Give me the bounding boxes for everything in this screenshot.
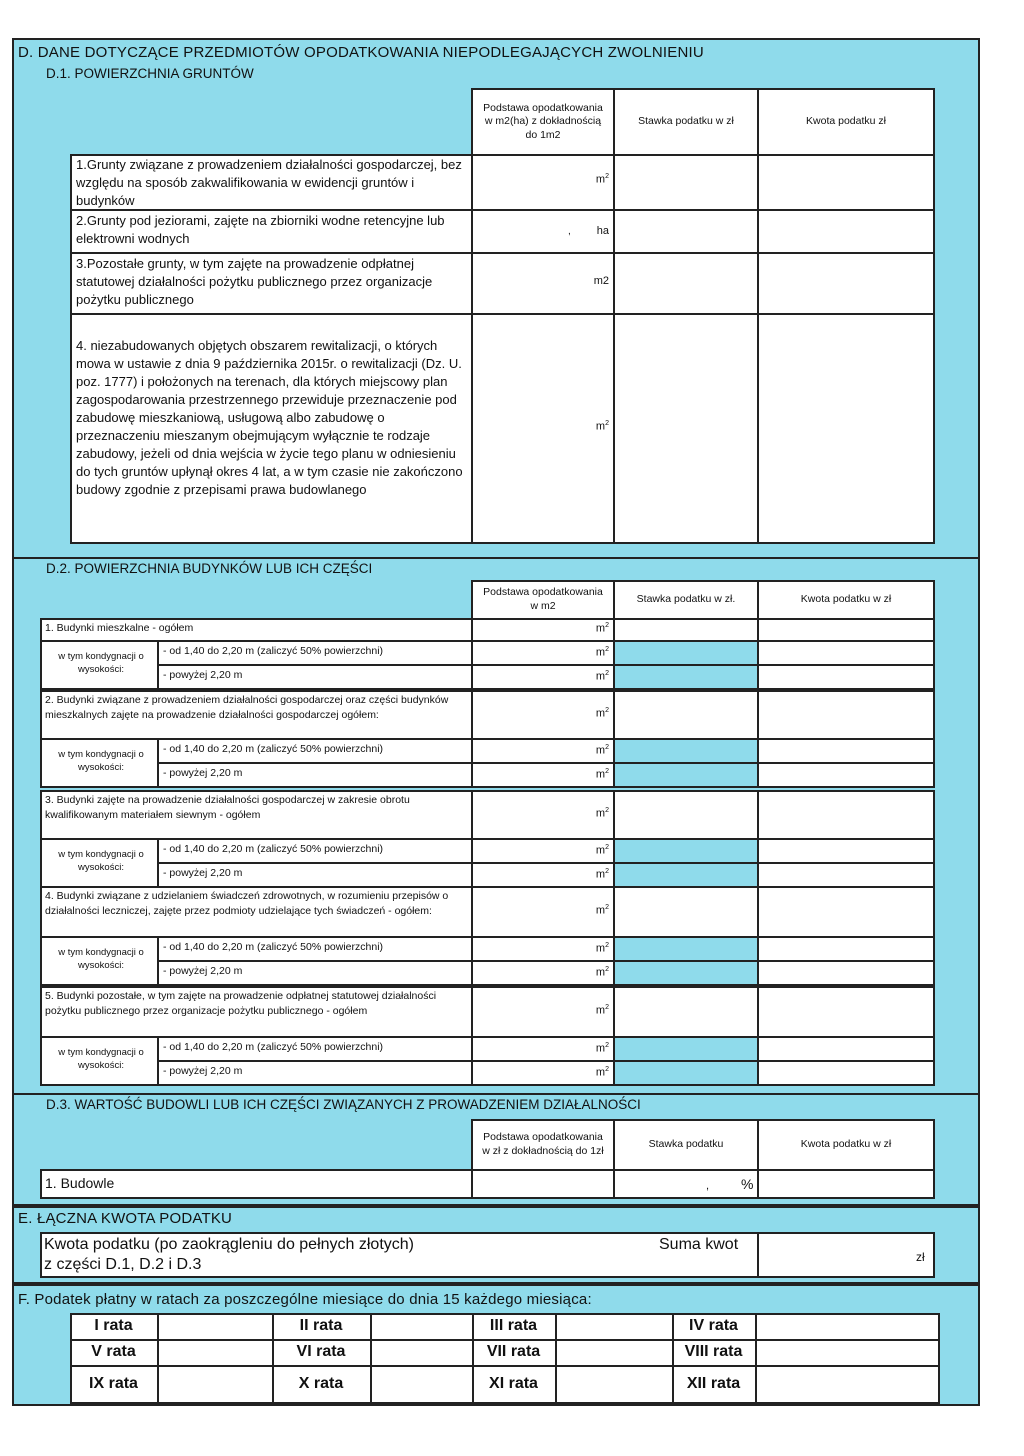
unit-sup: 2 [605,966,609,973]
unit-text: m [595,420,606,433]
d2-low-base-input[interactable] [473,1038,583,1060]
d1-header-base: Podstawa opodatkowania w m2(ha) z dokładnością do 1m2 [471,88,615,156]
divider [157,1036,159,1084]
d1-row-2-base-input[interactable] [473,211,563,251]
d2-rate-shaded [615,1062,757,1084]
unit-text: m [595,1066,606,1079]
d1-row-2-amount-input[interactable] [759,211,933,251]
installment-label: I rata [94,1317,133,1334]
d1-row-4-base-input[interactable] [473,315,583,542]
installment-label: IX rata [89,1375,138,1392]
d2-main-amount-input[interactable] [759,620,933,640]
d2-low-amount-input[interactable] [759,840,933,862]
d3-row-label: 1. Budowle [45,1175,115,1191]
d2-main-amount-input[interactable] [759,888,933,936]
d2-rate-shaded [615,740,757,762]
section-e-label-1: Kwota podatku (po zaokrągleniu do pełnych złotych) [44,1236,414,1253]
d2-main-base-input[interactable] [473,888,583,936]
installment-label: VII rata [486,1343,541,1360]
section-e-label-2: z części D.1, D.2 i D.3 [44,1256,202,1273]
d2-high-amount-input[interactable] [759,764,933,786]
d2-low-amount-input[interactable] [759,938,933,960]
unit-text: m [595,744,606,757]
d2-floor-label: w tym kondygnacji o wysokości: [58,749,144,773]
unit-sup: 2 [605,1066,609,1073]
d2-sub-low-label: - od 1,40 do 2,20 m (zaliczyć 50% powierzchni) [163,645,384,657]
d2-group-label: 5. Budynki pozostałe, w tym zajęte na prowadzenie odpłatnej statutowej działalności pożytku publicznego przez organizacje pożytku publicznego - ogółem [45,990,437,1017]
installment-input[interactable] [557,1367,670,1401]
d2-main-base-input[interactable] [473,620,583,640]
d2-floor-label: w tym kondygnacji o wysokości: [58,947,144,971]
unit-text: m [595,622,606,635]
unit-sup: 2 [605,622,609,629]
divider [157,838,159,886]
unit-sup: 2 [605,173,609,180]
installment-label: VI rata [296,1343,346,1360]
d2-rate-shaded [615,666,757,688]
d2-rate-shaded [615,764,757,786]
unit-sup: 2 [605,942,609,949]
section-d-title: D. DANE DOTYCZĄCE PRZEDMIOTÓW OPODATKOWANIA NIEPODLEGAJĄCYCH ZWOLNIENIU [18,44,704,61]
divider [157,936,159,984]
unit-text: m [595,844,606,857]
d2-low-amount-input[interactable] [759,1038,933,1060]
d2-rate-shaded [615,938,757,960]
d2-main-rate-input[interactable] [615,620,757,640]
unit-text: m [595,768,606,781]
d2-sub-high-label: - powyżej 2,20 m [163,767,243,779]
d2-low-base-input[interactable] [473,642,583,664]
unit-sup: 2 [605,844,609,851]
installment-label: V rata [91,1343,136,1360]
unit-sup: 2 [605,807,609,814]
d2-sub-low-label: - od 1,40 do 2,20 m (zaliczyć 50% powierzchni) [163,843,384,855]
d1-row-1-base-input[interactable] [473,156,583,208]
unit-text: m2 [593,275,609,287]
d2-main-amount-input[interactable] [759,792,933,838]
d1-row-2-rate-input[interactable] [615,211,757,251]
d3-rate-mark: , [706,1180,710,1192]
unit-sup: 2 [605,744,609,751]
d2-floor-label: w tym kondygnacji o wysokości: [58,849,144,873]
installment-label: II rata [299,1317,343,1334]
d2-high-amount-input[interactable] [759,1062,933,1084]
d2-sub-low-label: - od 1,40 do 2,20 m (zaliczyć 50% powierzchni) [163,1041,384,1053]
d2-high-amount-input[interactable] [759,962,933,984]
d1-row-3-amount-input[interactable] [759,254,933,312]
d2-main-base-input[interactable] [473,988,583,1036]
unit-text: m [595,707,606,720]
section-d1-title: D.1. POWIERZCHNIA GRUNTÓW [46,66,254,81]
d2-group-label: 1. Budynki mieszkalne - ogółem [45,622,194,634]
d2-low-amount-input[interactable] [759,740,933,762]
d2-sub-low-label: - od 1,40 do 2,20 m (zaliczyć 50% powierzchni) [163,743,384,755]
d2-group-label: 3. Budynki zajęte na prowadzenie działalności gospodarczej w zakresie obrotu kwalifikowanym materiałem siewnym - ogółem [45,794,410,821]
installment-label: IV rata [689,1317,738,1334]
section-e-title: E. ŁĄCZNA KWOTA PODATKU [18,1210,233,1227]
unit-text: m [595,1042,606,1055]
d2-high-base-input[interactable] [473,666,583,688]
d2-main-amount-input[interactable] [759,692,933,738]
d2-sub-high-label: - powyżej 2,20 m [163,867,243,879]
section-e-sum-label: Suma kwot [659,1236,739,1253]
d2-rate-shaded [615,962,757,984]
divider [755,1313,757,1404]
d2-header-base: Podstawa opodatkowania w m2 [471,580,615,620]
d2-high-amount-input[interactable] [759,666,933,688]
d2-main-base-input[interactable] [473,792,583,838]
unit-sup: 2 [605,1042,609,1049]
d2-high-base-input[interactable] [473,1062,583,1084]
d2-high-amount-input[interactable] [759,864,933,886]
d2-sub-high-label: - powyżej 2,20 m [163,1065,243,1077]
unit-text: m [595,646,606,659]
d1-row-3-label: 3.Pozostałe grunty, w tym zajęte na prowadzenie odpłatnej statutowej działalności pożytku publicznego przez organizacje pożytku publicznego [76,256,433,307]
unit-sup: 2 [605,768,609,775]
d1-row-1-amount-input[interactable] [759,156,933,208]
section-d2-title: D.2. POWIERZCHNIA BUDYNKÓW LUB ICH CZĘŚCI [46,561,373,576]
unit-sup: 2 [605,420,609,427]
d3-header-amount: Kwota podatku w zł [757,1119,935,1171]
d2-main-rate-input[interactable] [615,792,757,838]
d3-base-input[interactable] [473,1171,613,1197]
section-d3-title: D.3. WARTOŚĆ BUDOWLI LUB ICH CZĘŚCI ZWIĄZANYCH Z PROWADZENIEM DZIAŁALNOŚCI [46,1097,641,1112]
d2-sub-high-label: - powyżej 2,20 m [163,669,243,681]
d2-rate-shaded [615,642,757,664]
d2-main-rate-input[interactable] [615,888,757,936]
d1-row-4-label: 4. niezabudowanych objętych obszarem rewitalizacji, o których mowa w ustawie z dnia 9 października 2015r. o rewitalizacji (Dz. U. poz. 1777) i położonych na terenach, dla których miejscowy plan zagospodarowania przestrzennego przewiduje przeznaczenie pod zabudowę mieszkaniową, usługową albo zabudowę o przeznaczeniu mieszanym obejmującym wyłącznie te rodzaje zabudowy, jeżeli od dnia wejścia w życie tego planu w odniesieniu do tych gruntów upłynął okres 4 lat, a w tym czasie nie zakończono budowy zgodnie z przepisami prawa budowlanego [76,338,463,497]
d1-row-3-base-input[interactable] [473,254,583,312]
d2-low-base-input[interactable] [473,740,583,762]
unit-text: m [595,807,606,820]
installment-label: X rata [298,1375,344,1392]
unit-text: m [595,942,606,955]
d2-sub-high-label: - powyżej 2,20 m [163,965,243,977]
d2-header-rate: Stawka podatku w zł. [613,580,759,620]
divider [12,557,980,559]
d1-row-2-mark: , [568,226,571,237]
unit-sup: 2 [605,670,609,677]
d2-low-amount-input[interactable] [759,642,933,664]
installment-label: III rata [489,1317,538,1334]
d2-rate-shaded [615,840,757,862]
d1-header-rate: Stawka podatku w zł [613,88,759,156]
installment-input[interactable] [372,1367,470,1401]
d1-row-4-amount-input[interactable] [759,315,933,542]
unit-text: m [595,966,606,979]
section-f-title: F. Podatek płatny w ratach za poszczególne miesiące do dnia 15 każdego miesiąca: [18,1291,592,1308]
unit-text: m [595,904,606,917]
d2-low-base-input[interactable] [473,938,583,960]
section-e-currency: zł [916,1250,925,1264]
installment-label: XI rata [489,1375,538,1392]
d2-group-label: 4. Budynki związane z udzielaniem świadczeń zdrowotnych, w rozumieniu przepisów o działalności leczniczej, zajęte przez podmioty udzielające tych świadczeń - ogółem: [45,890,449,917]
installment-input[interactable] [159,1341,270,1364]
installment-input[interactable] [159,1367,270,1401]
installment-input[interactable] [372,1315,470,1338]
d2-rate-shaded [615,1038,757,1060]
d1-row-1-label: 1.Grunty związane z prowadzeniem działalności gospodarczej, bez względu na sposób zakwalifikowania w ewidencji gruntów i budynków [76,157,462,208]
d2-main-amount-input[interactable] [759,988,933,1036]
installment-label: VIII rata [684,1343,743,1360]
installment-input[interactable] [557,1315,670,1338]
unit-sup: 2 [605,1004,609,1011]
unit-sup: 2 [605,868,609,875]
d2-main-rate-input[interactable] [615,692,757,738]
unit-text: m [595,173,606,186]
d2-high-base-input[interactable] [473,764,583,786]
d2-header-amount: Kwota podatku w zł [757,580,935,620]
d1-header-amount: Kwota podatku zł [757,88,935,156]
d3-amount-input[interactable] [759,1171,933,1197]
installment-input[interactable] [557,1341,670,1364]
unit-sup: 2 [605,904,609,911]
d3-rate-input[interactable] [615,1171,735,1197]
unit-sup: 2 [605,646,609,653]
unit-text: m [595,1004,606,1017]
installment-label: XII rata [686,1375,741,1392]
d2-sub-low-label: - od 1,40 do 2,20 m (zaliczyć 50% powierzchni) [163,941,384,953]
installment-input[interactable] [159,1315,270,1338]
d2-low-base-input[interactable] [473,840,583,862]
d3-header-rate: Stawka podatku [613,1119,759,1171]
d1-row-3-rate-input[interactable] [615,254,757,312]
unit-text: m [595,670,606,683]
d2-main-base-input[interactable] [473,692,583,738]
d2-rate-shaded [615,864,757,886]
unit-text: m [595,868,606,881]
d2-main-rate-input[interactable] [615,988,757,1036]
d2-floor-label: w tym kondygnacji o wysokości: [58,1047,144,1071]
d2-floor-label: w tym kondygnacji o wysokości: [58,651,144,675]
unit-sup: 2 [605,707,609,714]
d1-row-2-label: 2.Grunty pod jeziorami, zajęte na zbiorniki wodne retencyjne lub elektrowni wodnych [76,213,445,246]
d1-row-4-rate-input[interactable] [615,315,757,542]
divider [12,1093,980,1095]
d2-high-base-input[interactable] [473,962,583,984]
unit-text: ha [596,225,609,237]
d3-rate-unit: % [741,1176,754,1192]
divider [157,738,159,786]
divider [157,640,159,688]
d3-header-base: Podstawa opodatkowania w zł z dokładnością do 1zł [471,1119,615,1171]
d1-row-1-rate-input[interactable] [615,156,757,208]
d2-group-label: 2. Budynki związane z prowadzeniem działalności gospodarczej oraz części budynków mieszkalnych zajęte na prowadzenie działalności gospodarczej ogółem: [45,694,449,721]
d2-high-base-input[interactable] [473,864,583,886]
installment-input[interactable] [372,1341,470,1364]
total-tax-input[interactable] [759,1234,909,1276]
